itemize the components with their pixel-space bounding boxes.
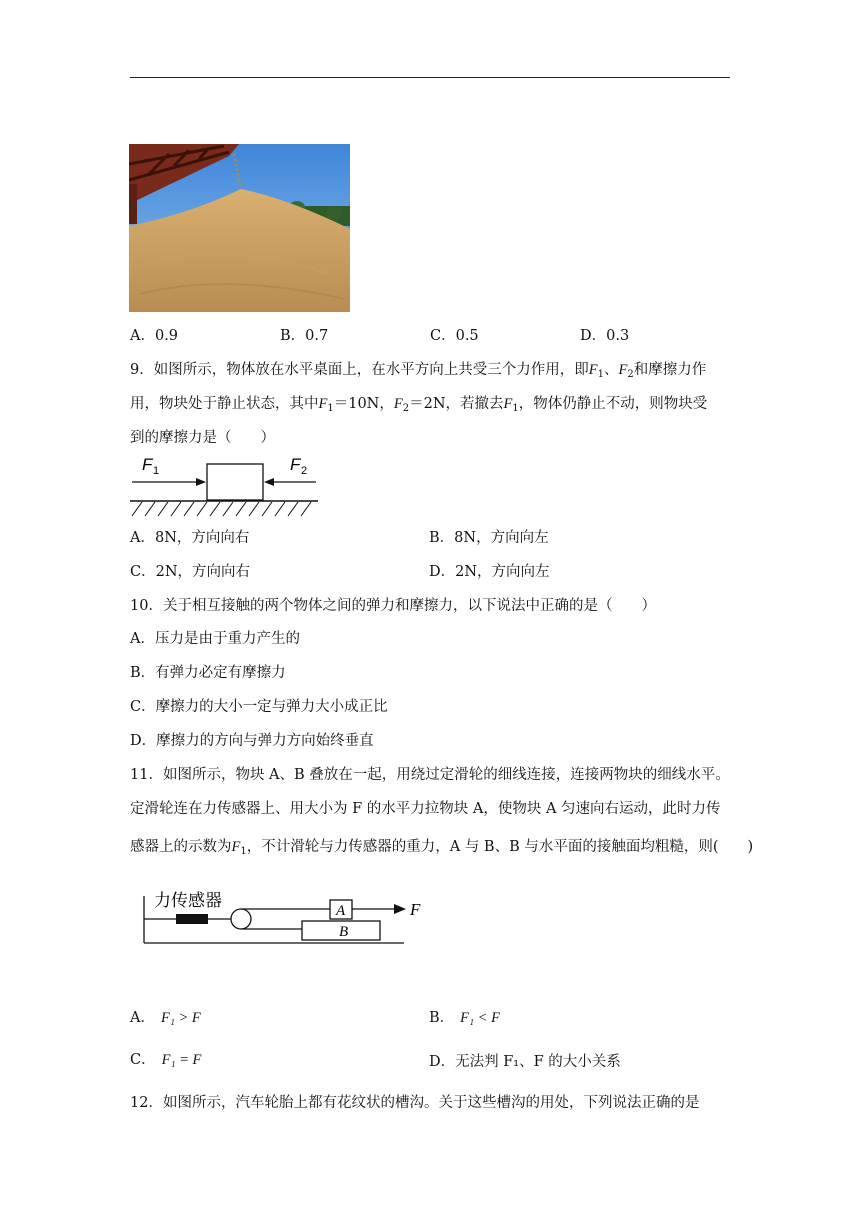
block — [207, 464, 263, 500]
q8-option-c[interactable]: C．0.5 — [430, 328, 479, 344]
ground-hatch — [132, 502, 311, 516]
block-b-label: B — [339, 924, 349, 940]
q12-stem: 12．如图所示，汽车轮胎上都有花纹状的槽沟。关于这些槽沟的用处，下列说法正确的是 — [130, 1095, 700, 1111]
q11-option-a[interactable]: A． F₁ > F — [130, 1010, 201, 1026]
q8-option-a[interactable]: A．0.9 — [130, 328, 179, 344]
q11-option-b[interactable]: B． F₁ < F — [429, 1010, 500, 1026]
q9-stem-line2: 用，物块处于静止状态，其中$F_1=10N$，$F_2=2N$，若撤去$F_1$，物体仍静止不动，则物块受 — [130, 396, 708, 414]
diagram-f2-label: F — [290, 455, 301, 474]
q9-stem-line1: 9．如图所示，物体放在水平桌面上，在水平方向上共受三个力作用，即$F_1$、$F_2$和摩擦力作 — [130, 362, 707, 380]
q11-option-d[interactable]: D．无法判 F₁、F 的大小关系 — [429, 1054, 621, 1070]
q10-option-a[interactable]: A．压力是由于重力产生的 — [130, 631, 300, 647]
q10-option-b[interactable]: B．有弹力必定有摩擦力 — [130, 665, 286, 681]
diagram-f1-label: F — [142, 455, 153, 474]
q9-force-diagram — [128, 448, 323, 523]
q9-option-c[interactable]: C．2N，方向向右 — [130, 564, 251, 580]
q10-stem: 10．关于相互接触的两个物体之间的弹力和摩擦力，以下说法中正确的是（ ） — [130, 598, 656, 614]
q10-option-c[interactable]: C．摩擦力的大小一定与弹力大小成正比 — [130, 699, 388, 715]
header-rule — [130, 77, 730, 78]
q9-option-d[interactable]: D．2N，方向向左 — [429, 564, 550, 580]
q8-option-d[interactable]: D．0.3 — [580, 328, 630, 344]
sensor-label: 力传感器 — [154, 891, 222, 911]
force-arrowhead — [394, 904, 406, 914]
diagram-f2-sub: 2 — [301, 465, 308, 477]
q8-option-b[interactable]: B．0.7 — [280, 328, 329, 344]
q9-stem-line3: 到的摩擦力是（ ） — [130, 430, 275, 446]
q11-option-c[interactable]: C． F₁ = F — [130, 1052, 202, 1068]
f1-arrowhead — [196, 478, 206, 486]
q11-stem-line1: 11．如图所示，物块 A、B 叠放在一起，用绕过定滑轮的细线连接，连接两物块的细线水平。 — [130, 767, 730, 783]
f2-arrowhead — [264, 478, 274, 486]
q11-pulley-diagram — [140, 884, 430, 950]
q10-option-d[interactable]: D．摩擦力的方向与弹力方向始终垂直 — [130, 733, 374, 749]
force-label: F — [410, 900, 421, 919]
sand-pile-photo — [129, 144, 350, 312]
force-sensor — [176, 914, 208, 924]
q11-stem-line2: 定滑轮连在力传感器上、用大小为 F 的水平力拉物块 A，使物块 A 匀速向右运动，此时力传 — [130, 801, 721, 817]
diagram-f1-sub: 1 — [153, 465, 160, 477]
q11-stem-line3: 感器上的示数为$F_1$，不计滑轮与力传感器的重力，A 与 B、B 与水平面的接触面均粗糙，则( ) — [130, 839, 754, 857]
q9-option-a[interactable]: A．8N，方向向右 — [130, 530, 250, 546]
q9-option-b[interactable]: B．8N，方向向左 — [429, 530, 549, 546]
pulley — [231, 909, 251, 929]
block-a-label: A — [336, 903, 346, 919]
